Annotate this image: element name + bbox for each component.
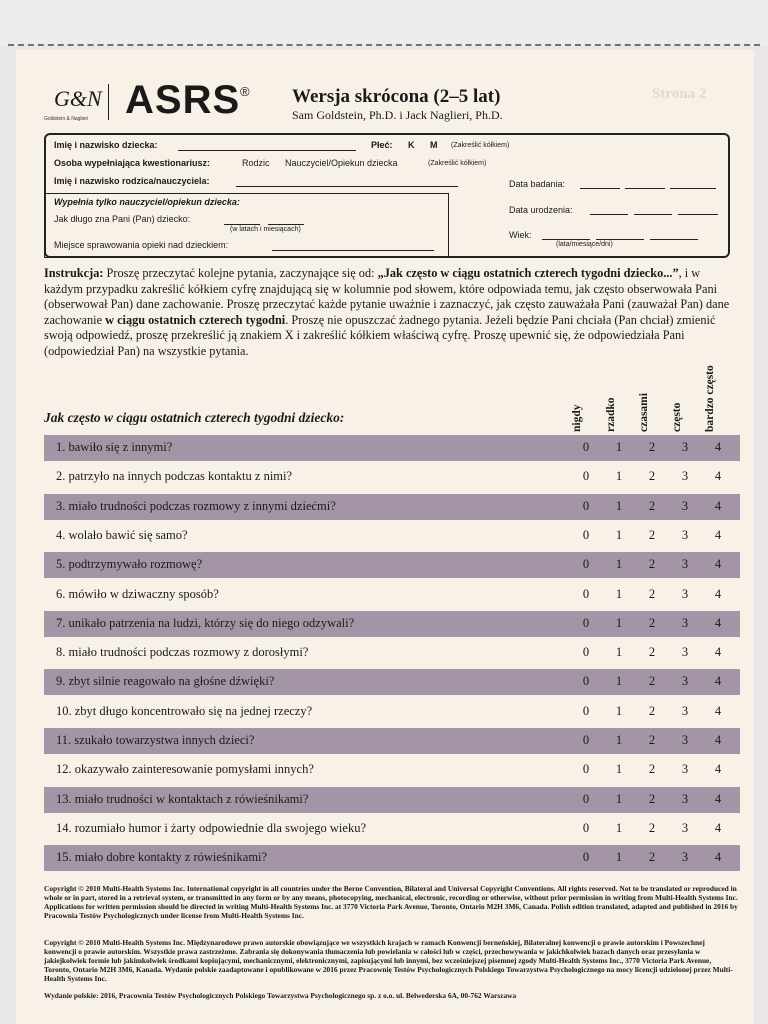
answer-option[interactable]: 0 xyxy=(582,762,590,777)
question-row xyxy=(44,669,740,695)
question-row xyxy=(44,494,740,520)
answer-option[interactable]: 1 xyxy=(615,586,623,601)
answer-option[interactable]: 0 xyxy=(582,645,590,660)
answer-option[interactable]: 2 xyxy=(648,762,656,777)
birth-date-year-field[interactable] xyxy=(678,214,718,215)
answer-option[interactable]: 3 xyxy=(681,498,689,513)
form-authors: Sam Goldstein, Ph.D. i Jack Naglieri, Ph.D. xyxy=(292,108,503,122)
known-duration-hint: (w latach i miesiącach) xyxy=(230,226,301,233)
question-text: 10. zbyt długo koncentrowało się na jednej rzeczy? xyxy=(56,703,313,718)
registered-mark: ® xyxy=(240,84,250,99)
exam-date-year-field[interactable] xyxy=(670,188,716,189)
answer-option[interactable]: 4 xyxy=(714,469,722,484)
gn-logo-caption: Goldstein & Naglieri xyxy=(44,116,89,122)
answer-option[interactable]: 2 xyxy=(648,469,656,484)
sex-circle-hint: (Zakreślić kółkiem) xyxy=(451,142,510,149)
column-header-rarely: rzadko xyxy=(605,397,617,432)
answer-option[interactable]: 1 xyxy=(615,703,623,718)
child-name-label: Imię i nazwisko dziecka: xyxy=(54,140,158,150)
respondent-label: Osoba wypełniająca kwestionariusz: xyxy=(54,158,211,168)
age-days-field[interactable] xyxy=(650,239,698,240)
answer-option[interactable]: 3 xyxy=(681,615,689,630)
answer-option[interactable]: 4 xyxy=(714,527,722,542)
answer-option[interactable]: 2 xyxy=(648,498,656,513)
answer-option[interactable]: 1 xyxy=(615,469,623,484)
answer-option[interactable]: 2 xyxy=(648,440,656,454)
respondent-option-teacher[interactable]: Nauczyciel/Opiekun dziecka xyxy=(285,158,398,168)
known-duration-label: Jak długo zna Pani (Pan) dziecko: xyxy=(54,214,191,224)
answer-option[interactable]: 1 xyxy=(615,615,623,630)
question-row xyxy=(44,787,740,813)
answer-option[interactable]: 4 xyxy=(714,557,722,572)
question-row xyxy=(44,757,740,783)
answer-option[interactable]: 1 xyxy=(615,791,623,806)
question-text: 4. wolało bawić się samo? xyxy=(56,527,188,542)
age-years-field[interactable] xyxy=(542,239,590,240)
question-row xyxy=(44,552,740,578)
answer-option[interactable]: 4 xyxy=(714,586,722,601)
age-months-field[interactable] xyxy=(596,239,644,240)
copyright-english: Copyright © 2010 Multi-Health Systems Inc. International copyright in all countries under the Berne Convention, Bilateral and Universal Copyright Conventions. All rights reserved. Not to be translated or reproduced in whole or in part, stored in a retrieval system, or transmitted in any form or by any means, photocopying, mechanical, electronic, recording or otherwise, without prior permission in writing from Multi-Health Systems Inc. Applications for written permission should be directed in writing Multi-Health Systems Inc. at 3770 Victoria Park Avenue, Toronto, Ontario M2H 3M6, Canada. Polish edition translated, adapted and published in 2016 by Pracownia Testów Psychologicznych under license from Multi-Health Systems Inc. xyxy=(44,884,738,920)
instructions-label: Instrukcja: xyxy=(44,266,104,280)
column-header-never: nigdy xyxy=(571,404,583,432)
answer-option[interactable]: 1 xyxy=(615,440,623,454)
question-text: 9. zbyt silnie reagowało na głośne dźwięki? xyxy=(56,674,275,689)
answer-option[interactable]: 4 xyxy=(714,440,722,454)
known-months-field[interactable] xyxy=(268,224,304,225)
answer-option[interactable]: 3 xyxy=(681,527,689,542)
instructions-text-1: Proszę przeczytać kolejne pytania, zaczynające się od: xyxy=(103,266,378,280)
answer-option[interactable]: 4 xyxy=(714,733,722,747)
answer-option[interactable]: 2 xyxy=(648,733,656,747)
answer-option[interactable]: 4 xyxy=(714,762,722,777)
answer-option[interactable]: 0 xyxy=(582,850,590,865)
respondent-circle-hint: (Zakreślić kółkiem) xyxy=(428,160,487,167)
answer-option[interactable]: 3 xyxy=(681,703,689,718)
answer-option[interactable]: 2 xyxy=(648,703,656,718)
answer-option[interactable]: 1 xyxy=(615,733,623,747)
birth-date-month-field[interactable] xyxy=(634,214,672,215)
answer-option[interactable]: 3 xyxy=(681,586,689,601)
exam-date-month-field[interactable] xyxy=(625,188,665,189)
answer-option[interactable]: 2 xyxy=(648,850,656,865)
question-row xyxy=(44,728,740,754)
question-row xyxy=(44,640,740,666)
publisher-note: Wydanie polskie: 2016, Pracownia Testów Psychologicznych Polskiego Towarzystwa Psychologicznego sp. z o.o. ul. Belwederska 6A, 00-762 Warszawa xyxy=(44,991,517,1000)
question-text: 7. unikało patrzenia na ludzi, którzy się do niego odzywali? xyxy=(56,615,355,630)
age-hint: (lata/miesiące/dni) xyxy=(556,241,613,248)
answer-option[interactable]: 3 xyxy=(681,733,689,747)
answer-option[interactable]: 0 xyxy=(582,440,590,454)
questionnaire-heading: Jak często w ciągu ostatnich czterech tygodni dziecko: xyxy=(44,410,345,425)
question-row xyxy=(44,435,740,461)
question-row xyxy=(44,816,740,842)
answer-option[interactable]: 0 xyxy=(582,615,590,630)
answer-option[interactable]: 0 xyxy=(582,527,590,542)
answer-option[interactable]: 3 xyxy=(681,820,689,835)
answer-option[interactable]: 2 xyxy=(648,615,656,630)
column-header-sometimes: czasami xyxy=(638,393,650,432)
page-number: Strona 2 xyxy=(652,86,707,102)
gn-logo: G&N xyxy=(54,86,102,111)
instructions-question-stem: „Jak często w ciągu ostatnich czterech tygodni dziecko...” xyxy=(377,266,679,280)
answer-option[interactable]: 1 xyxy=(615,557,623,572)
perforation-line xyxy=(8,44,760,46)
answer-option[interactable]: 3 xyxy=(681,557,689,572)
answer-option[interactable]: 0 xyxy=(582,791,590,806)
question-text: 1. bawiło się z innymi? xyxy=(56,440,173,454)
question-text: 11. szukało towarzystwa innych dzieci? xyxy=(56,733,255,747)
answer-option[interactable]: 2 xyxy=(648,674,656,689)
answer-option[interactable]: 1 xyxy=(615,498,623,513)
answer-option[interactable]: 0 xyxy=(582,469,590,484)
answer-option[interactable]: 0 xyxy=(582,674,590,689)
answer-option[interactable]: 1 xyxy=(615,762,623,777)
question-row xyxy=(44,464,740,490)
question-text: 8. miało trudności podczas rozmowy z dorosłymi? xyxy=(56,645,309,660)
form-title: Wersja skrócona (2–5 lat) xyxy=(292,86,501,107)
answer-option[interactable]: 4 xyxy=(714,791,722,806)
instructions-period: w ciągu ostatnich czterech tygodni xyxy=(105,312,286,327)
question-row xyxy=(44,523,740,549)
answer-option[interactable]: 4 xyxy=(714,703,722,718)
instructions-text-3: . Proszę nie opuszczać żadnego pytania. Jeżeli będzie Pani chciała (Pan chciał) zmienić swoją odpowiedź, proszę przekreślić ją znakiem X i zakreślić kółkiem właściwą cyfrę. Proszę upewnić się, że odpowiedziała Pani (odpowiedział Pan) na wszystkie pytania. xyxy=(44,312,716,358)
copyright-polish: Copyright © 2010 Multi-Health Systems Inc. Międzynarodowe prawo autorskie obowiązujące we wszystkich krajach w ramach Konwencji berneńskiej, Bilateralnej konwencji o prawie autorskim i Powszechnej konwencji o prawie autorskim. Wszystkie prawa zastrzeżone. Zabrania się dokonywania tłumaczenia lub powielania w całości lub w części, przechowywania w jakichkolwiek bazach danych oraz przesyłania w jakiejkolwiek formie lub jakimkolwiek środkami kopiującymi, mechanicznymi, elektronicznymi, zapisującymi lub innymi, bez wcześniejszej pisemnej zgody Multi-Health Systems Inc., 3770 Victoria Park Avenue, Toronto, Ontario M2H 3M6, Kanada. Wydanie polskie zaadaptowane i opublikowane w 2016 przez Pracownię Testów Psychologicznych Polskiego Towarzystwa Psychologicznego na mocy licencji udzielonej przez Multi-Health Systems Inc. xyxy=(44,938,733,983)
answer-option[interactable]: 0 xyxy=(582,498,590,513)
parent-name-label: Imię i nazwisko rodzica/nauczyciela: xyxy=(54,176,210,186)
answer-option[interactable]: 4 xyxy=(714,498,722,513)
scan-top-margin xyxy=(0,0,768,46)
instructions xyxy=(44,266,738,360)
question-text: 15. miało dobre kontakty z rówieśnikami? xyxy=(56,850,268,865)
age-label: Wiek: xyxy=(509,230,532,240)
answer-option[interactable]: 1 xyxy=(615,527,623,542)
question-text: 13. miało trudności w kontaktach z rówieśnikami? xyxy=(56,791,309,806)
birth-date-label: Data urodzenia: xyxy=(509,205,573,215)
instructions-text-2: , i w każdym przypadku zakreślić kółkiem cyfrę znajdującą się w kolumnie pod słowem, które odpowiada temu, jak często obserwowała Pani (obserwował Pan) dane zachowanie. Proszę przeczytać każde pytanie uważnie i zaznaczyć, jak często zauważała Pani (zauważał Pan) dane zachowanie xyxy=(44,266,730,327)
answer-option[interactable]: 2 xyxy=(648,791,656,806)
answer-option[interactable]: 3 xyxy=(681,440,689,454)
answer-option[interactable]: 0 xyxy=(582,733,590,747)
logo-divider xyxy=(108,84,109,120)
answer-option[interactable]: 0 xyxy=(582,586,590,601)
question-text: 5. podtrzymywało rozmowę? xyxy=(56,557,203,572)
question-row xyxy=(44,845,740,871)
sex-option-m[interactable]: M xyxy=(430,140,438,150)
answer-option[interactable]: 0 xyxy=(582,557,590,572)
question-text: 2. patrzyło na innych podczas kontaktu z nimi? xyxy=(56,469,293,484)
question-text: 12. okazywało zainteresowanie pomysłami innych? xyxy=(56,762,314,777)
column-header-very-often: bardzo często xyxy=(704,365,716,432)
answer-option[interactable]: 4 xyxy=(714,674,722,689)
birth-date-day-field[interactable] xyxy=(590,214,628,215)
sex-label: Płeć: xyxy=(371,140,393,150)
known-years-field[interactable] xyxy=(224,224,260,225)
parent-name-field[interactable] xyxy=(236,186,458,187)
sex-option-k[interactable]: K xyxy=(408,140,415,150)
answer-option[interactable]: 3 xyxy=(681,645,689,660)
answer-option[interactable]: 0 xyxy=(582,703,590,718)
answer-option[interactable]: 3 xyxy=(681,762,689,777)
exam-date-day-field[interactable] xyxy=(580,188,620,189)
answer-option[interactable]: 1 xyxy=(615,850,623,865)
answer-option[interactable]: 1 xyxy=(615,645,623,660)
answer-option[interactable]: 2 xyxy=(648,645,656,660)
column-header-often: często xyxy=(671,402,683,432)
answer-option[interactable]: 1 xyxy=(615,674,623,689)
answer-option[interactable]: 4 xyxy=(714,820,722,835)
answer-option[interactable]: 0 xyxy=(582,820,590,835)
question-row xyxy=(44,699,740,725)
answer-option[interactable]: 2 xyxy=(648,527,656,542)
teacher-only-heading: Wypełnia tylko nauczyciel/opiekun dziecka: xyxy=(54,197,240,207)
answer-option[interactable]: 3 xyxy=(681,850,689,865)
care-place-label: Miejsce sprawowania opieki nad dzieckiem: xyxy=(54,240,229,250)
answer-option[interactable]: 2 xyxy=(648,820,656,835)
question-text: 14. rozumiało humor i żarty odpowiednie dla swojego wieku? xyxy=(56,820,366,835)
asrs-logo: ASRS xyxy=(125,78,241,122)
question-text: 3. miało trudności podczas rozmowy z innymi dziećmi? xyxy=(56,498,336,513)
respondent-option-parent[interactable]: Rodzic xyxy=(242,158,270,168)
answer-option[interactable]: 2 xyxy=(648,557,656,572)
answer-option[interactable]: 3 xyxy=(681,791,689,806)
exam-date-label: Data badania: xyxy=(509,179,566,189)
answer-option[interactable]: 2 xyxy=(648,586,656,601)
question-row xyxy=(44,611,740,637)
answer-option[interactable]: 1 xyxy=(615,820,623,835)
child-name-field[interactable] xyxy=(178,150,356,151)
answer-option[interactable]: 4 xyxy=(714,850,722,865)
answer-option[interactable]: 3 xyxy=(681,469,689,484)
care-place-field[interactable] xyxy=(272,250,434,251)
answer-option[interactable]: 4 xyxy=(714,645,722,660)
answer-option[interactable]: 3 xyxy=(681,674,689,689)
question-row xyxy=(44,582,740,608)
question-text: 6. mówiło w dziwaczny sposób? xyxy=(56,586,219,601)
answer-option[interactable]: 4 xyxy=(714,615,722,630)
